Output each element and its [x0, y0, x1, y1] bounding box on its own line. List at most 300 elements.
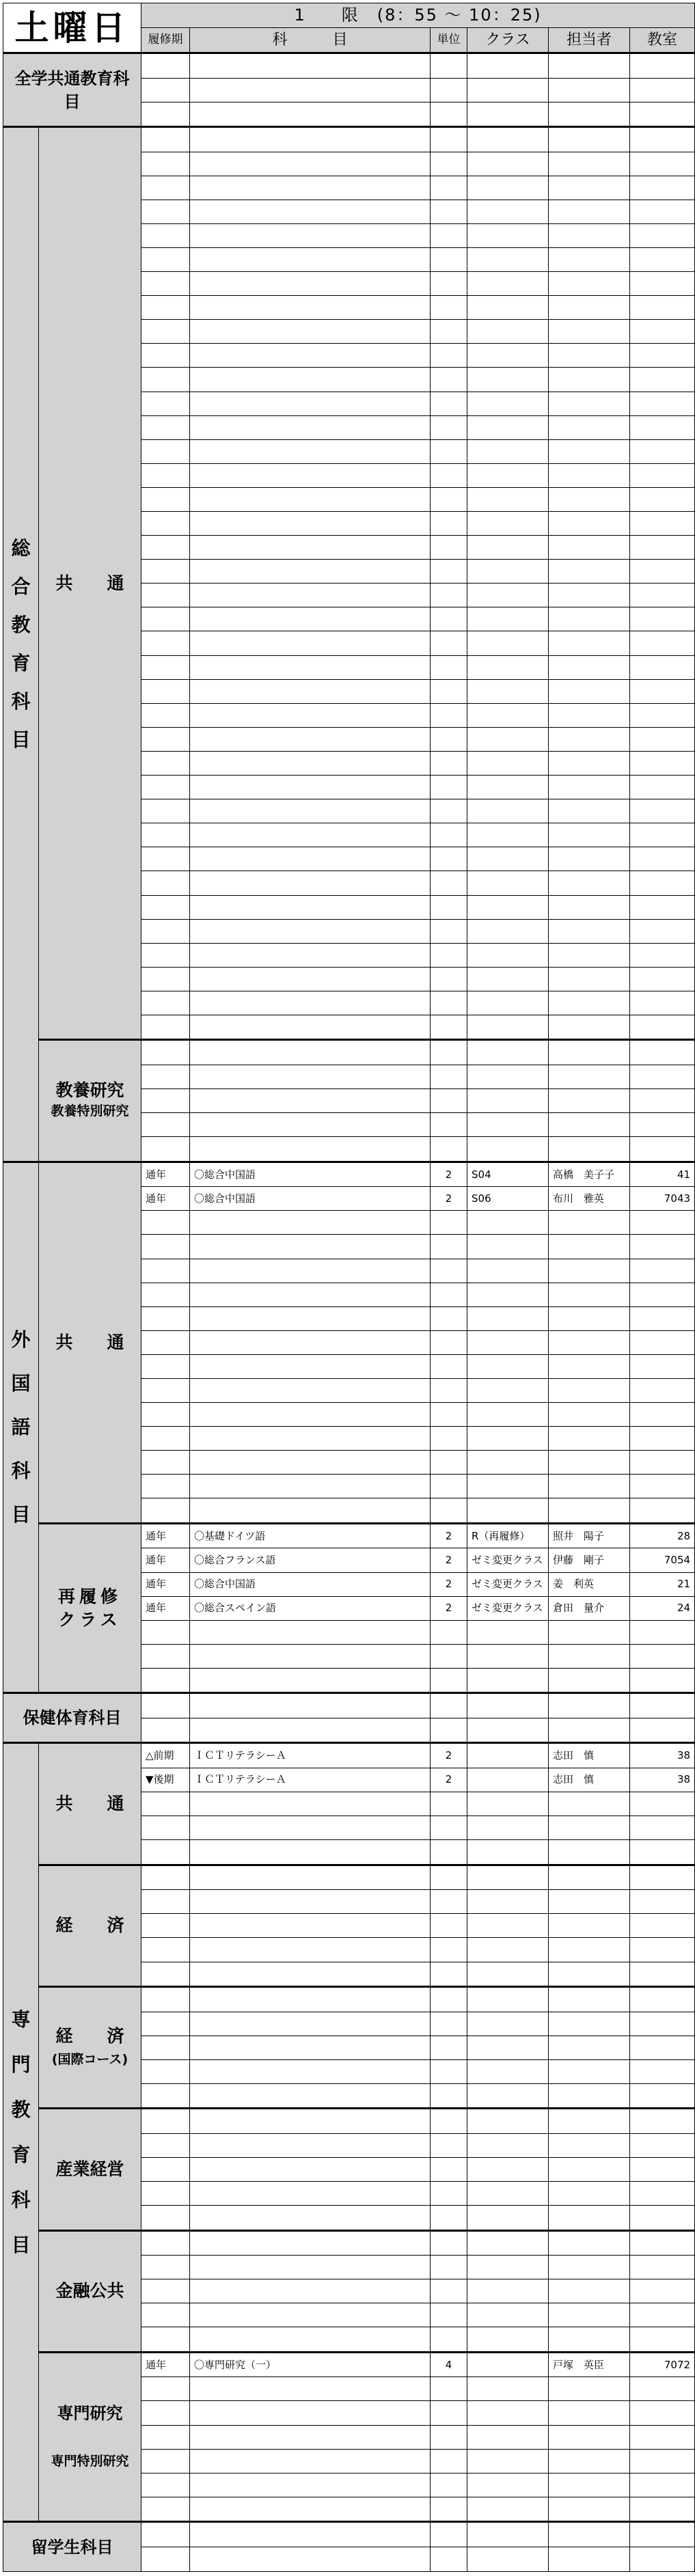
course-subject — [190, 247, 431, 271]
course-class — [467, 344, 549, 368]
course-class — [467, 1668, 549, 1693]
course-subject — [190, 871, 431, 895]
course-teacher — [549, 751, 630, 775]
course-subject — [190, 1283, 431, 1306]
course-term — [141, 727, 190, 751]
course-class — [467, 200, 549, 223]
course-teacher — [549, 560, 630, 584]
empty-row — [3, 1693, 695, 1718]
course-units — [431, 368, 467, 392]
course-units — [431, 1403, 467, 1427]
course-term — [141, 176, 190, 200]
course-teacher — [549, 2497, 630, 2522]
course-room — [630, 176, 695, 200]
course-room — [630, 895, 695, 919]
sub-economics: 経 済 — [39, 1865, 141, 1986]
course-term — [141, 1890, 190, 1914]
course-subject: 〇総合中国語 — [190, 1187, 431, 1211]
course-room — [630, 2256, 695, 2279]
course-teacher — [549, 368, 630, 392]
course-class — [467, 1211, 549, 1235]
course-teacher — [549, 463, 630, 487]
course-units: 4 — [431, 2352, 467, 2377]
course-subject: 〇総合スペイン語 — [190, 1596, 431, 1620]
course-room — [630, 1259, 695, 1283]
course-units — [431, 727, 467, 751]
course-units — [431, 536, 467, 560]
course-units — [431, 2497, 467, 2522]
course-teacher — [549, 1620, 630, 1644]
column-header-units: 単位 — [431, 27, 467, 53]
course-subject — [190, 1330, 431, 1354]
empty-row — [3, 127, 695, 152]
course-term — [141, 2133, 190, 2157]
course-units — [431, 751, 467, 775]
course-teacher — [549, 1306, 630, 1330]
course-room — [630, 679, 695, 703]
course-units: 2 — [431, 1523, 467, 1548]
course-units — [431, 1938, 467, 1962]
course-room — [630, 1403, 695, 1427]
course-class — [467, 799, 549, 823]
course-teacher — [549, 2133, 630, 2157]
course-room — [630, 560, 695, 584]
sub-kyoyo — [39, 1040, 141, 1162]
header-row — [3, 3, 695, 28]
course-term — [141, 1644, 190, 1668]
course-teacher: 高橋 美子子 — [549, 1162, 630, 1187]
course-units — [431, 2401, 467, 2425]
course-teacher — [549, 439, 630, 463]
course-subject — [190, 607, 431, 631]
course-class — [467, 1137, 549, 1162]
sub-spec-special-label: 専門特別研究 — [51, 2453, 129, 2469]
course-class — [467, 102, 549, 127]
course-subject — [190, 78, 431, 102]
course-class — [467, 1890, 549, 1914]
course-class — [467, 2230, 549, 2256]
course-term — [141, 2547, 190, 2571]
course-units — [431, 2522, 467, 2547]
course-teacher — [549, 943, 630, 967]
course-units — [431, 2256, 467, 2279]
course-subject — [190, 200, 431, 223]
course-term — [141, 799, 190, 823]
course-term — [141, 943, 190, 967]
course-units — [431, 1816, 467, 1840]
course-room: 7072 — [630, 2352, 695, 2377]
course-term — [141, 895, 190, 919]
course-room — [630, 703, 695, 727]
course-units — [431, 1137, 467, 1162]
course-units — [431, 223, 467, 247]
course-subject — [190, 631, 431, 655]
course-subject — [190, 152, 431, 176]
course-class — [467, 2522, 549, 2547]
course-term — [141, 1040, 190, 1065]
course-class — [467, 2157, 549, 2181]
course-subject — [190, 1475, 431, 1498]
course-subject — [190, 1065, 431, 1088]
course-room — [630, 1354, 695, 1378]
course-teacher — [549, 1235, 630, 1259]
course-teacher — [549, 1865, 630, 1890]
sub-common: 共 通 — [39, 127, 141, 1040]
course-teacher — [549, 1475, 630, 1498]
course-term — [141, 991, 190, 1015]
course-units — [431, 1890, 467, 1914]
course-teacher — [549, 607, 630, 631]
course-teacher: 照井 陽子 — [549, 1523, 630, 1548]
course-class — [467, 2279, 549, 2303]
course-term — [141, 1865, 190, 1890]
course-teacher — [549, 1693, 630, 1718]
course-teacher — [549, 2377, 630, 2401]
course-class — [467, 1259, 549, 1283]
course-teacher — [549, 1498, 630, 1524]
course-subject — [190, 2279, 431, 2303]
course-units — [431, 895, 467, 919]
column-header-teacher: 担当者 — [549, 27, 630, 53]
course-room — [630, 415, 695, 439]
course-teacher — [549, 200, 630, 223]
course-term — [141, 1113, 190, 1137]
course-term — [141, 78, 190, 102]
course-units — [431, 2133, 467, 2157]
course-room — [630, 1040, 695, 1065]
course-class: ゼミ変更クラス — [467, 1548, 549, 1572]
course-units — [431, 1962, 467, 1987]
course-class — [467, 1938, 549, 1962]
course-units — [431, 871, 467, 895]
course-subject — [190, 1235, 431, 1259]
course-units — [431, 2083, 467, 2109]
course-room — [630, 1306, 695, 1330]
empty-row — [3, 2522, 695, 2547]
course-units — [431, 1427, 467, 1451]
course-units — [431, 2157, 467, 2181]
course-teacher — [549, 1914, 630, 1938]
column-header-subject: 科 目 — [190, 27, 431, 53]
course-units — [431, 1379, 467, 1403]
empty-row — [3, 1040, 695, 1065]
course-term — [141, 1718, 190, 1743]
course-subject — [190, 776, 431, 799]
course-room — [630, 2449, 695, 2473]
course-room — [630, 943, 695, 967]
course-room — [630, 584, 695, 607]
course-room — [630, 2425, 695, 2449]
course-teacher — [549, 2109, 630, 2134]
course-subject — [190, 2036, 431, 2059]
course-class — [467, 1403, 549, 1427]
course-room — [630, 607, 695, 631]
course-subject — [190, 1840, 431, 1865]
category-health: 保健体育科目 — [3, 1693, 141, 1743]
course-units — [431, 2230, 467, 2256]
course-term — [141, 1427, 190, 1451]
course-class — [467, 776, 549, 799]
course-teacher — [549, 2083, 630, 2109]
course-room — [630, 2327, 695, 2353]
course-teacher — [549, 78, 630, 102]
course-class — [467, 1644, 549, 1668]
course-room — [630, 847, 695, 871]
course-term — [141, 584, 190, 607]
course-subject — [190, 679, 431, 703]
course-teacher — [549, 1065, 630, 1088]
course-class — [467, 1914, 549, 1938]
category-foreign — [3, 1162, 39, 1693]
course-subject — [190, 1938, 431, 1962]
course-subject — [190, 2083, 431, 2109]
course-teacher — [549, 871, 630, 895]
course-subject — [190, 1890, 431, 1914]
course-room: 41 — [630, 1162, 695, 1187]
course-class — [467, 1792, 549, 1816]
course-class — [467, 607, 549, 631]
course-term — [141, 512, 190, 536]
course-room — [630, 2473, 695, 2497]
course-room: 28 — [630, 1523, 695, 1548]
course-term — [141, 919, 190, 943]
course-room — [630, 102, 695, 127]
course-subject — [190, 1914, 431, 1938]
course-subject — [190, 1379, 431, 1403]
course-units — [431, 1451, 467, 1475]
course-class — [467, 415, 549, 439]
course-class — [467, 871, 549, 895]
sub-retake-label: 再履修クラス — [57, 1586, 122, 1630]
course-teacher — [549, 1644, 630, 1668]
course-teacher — [549, 2157, 630, 2181]
course-class — [467, 2425, 549, 2449]
course-units — [431, 102, 467, 127]
course-class — [467, 2012, 549, 2036]
course-units — [431, 78, 467, 102]
course-class — [467, 1475, 549, 1498]
course-term — [141, 392, 190, 415]
course-class — [467, 463, 549, 487]
course-teacher — [549, 2256, 630, 2279]
course-class — [467, 487, 549, 511]
course-room — [630, 1620, 695, 1644]
course-units — [431, 607, 467, 631]
course-class — [467, 1113, 549, 1137]
course-room — [630, 1283, 695, 1306]
course-term — [141, 776, 190, 799]
course-room — [630, 1379, 695, 1403]
course-term — [141, 1306, 190, 1330]
course-teacher — [549, 1113, 630, 1137]
course-units — [431, 1015, 467, 1040]
sub-economics-intl-1: 経 済 — [55, 2025, 124, 2046]
course-subject — [190, 2473, 431, 2497]
course-class — [467, 631, 549, 655]
course-units — [431, 1914, 467, 1938]
category-comprehensive — [3, 127, 39, 1162]
course-term — [141, 320, 190, 344]
course-room — [630, 2303, 695, 2327]
course-subject — [190, 2425, 431, 2449]
course-class — [467, 320, 549, 344]
course-units — [431, 919, 467, 943]
sub-kyoyo-special: 教養特別研究 — [51, 1104, 129, 1119]
course-term: 通年 — [141, 1572, 190, 1596]
sub-economics-intl — [39, 1987, 141, 2109]
course-term — [141, 1693, 190, 1718]
course-teacher — [549, 344, 630, 368]
course-term — [141, 1962, 190, 1987]
course-units — [431, 463, 467, 487]
course-teacher — [549, 2401, 630, 2425]
course-term: 通年 — [141, 1187, 190, 1211]
course-subject — [190, 2547, 431, 2571]
course-class — [467, 2133, 549, 2157]
course-units — [431, 1330, 467, 1354]
course-term — [141, 607, 190, 631]
course-room — [630, 1089, 695, 1113]
course-units — [431, 679, 467, 703]
course-term: 通年 — [141, 1523, 190, 1548]
course-teacher — [549, 247, 630, 271]
course-teacher — [549, 1330, 630, 1354]
course-subject — [190, 2522, 431, 2547]
course-class — [467, 152, 549, 176]
course-units — [431, 2327, 467, 2353]
course-room — [630, 200, 695, 223]
course-subject — [190, 1113, 431, 1137]
course-room — [630, 512, 695, 536]
course-room: 7054 — [630, 1548, 695, 1572]
course-class — [467, 223, 549, 247]
course-units — [431, 1668, 467, 1693]
course-units: 2 — [431, 1743, 467, 1768]
course-teacher — [549, 2473, 630, 2497]
course-term — [141, 127, 190, 152]
course-room — [630, 368, 695, 392]
course-room — [630, 1015, 695, 1040]
course-class — [467, 1306, 549, 1330]
course-teacher — [549, 1890, 630, 1914]
course-room — [630, 296, 695, 320]
course-room — [630, 2181, 695, 2205]
course-term — [141, 223, 190, 247]
category-specialized — [3, 1743, 39, 2522]
course-subject — [190, 1498, 431, 1524]
course-class — [467, 1015, 549, 1040]
course-subject — [190, 368, 431, 392]
course-class — [467, 967, 549, 991]
course-class — [467, 1962, 549, 1987]
course-room — [630, 439, 695, 463]
course-subject — [190, 53, 431, 79]
course-teacher — [549, 919, 630, 943]
course-term — [141, 1498, 190, 1524]
course-room — [630, 487, 695, 511]
course-room — [630, 247, 695, 271]
course-subject — [190, 1089, 431, 1113]
course-room — [630, 1330, 695, 1354]
course-teacher — [549, 2230, 630, 2256]
sub-spec-research — [39, 2352, 141, 2521]
course-term: 通年 — [141, 1596, 190, 1620]
course-class — [467, 679, 549, 703]
course-units — [431, 2449, 467, 2473]
empty-row — [3, 53, 695, 79]
course-class — [467, 1865, 549, 1890]
course-term — [141, 2497, 190, 2522]
course-room — [630, 2036, 695, 2059]
course-units — [431, 1644, 467, 1668]
course-class — [467, 536, 549, 560]
course-subject — [190, 320, 431, 344]
course-class — [467, 2473, 549, 2497]
course-room — [630, 1235, 695, 1259]
course-room — [630, 776, 695, 799]
course-term — [141, 1668, 190, 1693]
course-subject — [190, 2059, 431, 2083]
course-room — [630, 223, 695, 247]
course-class — [467, 2083, 549, 2109]
course-teacher — [549, 102, 630, 127]
course-class — [467, 2181, 549, 2205]
course-class — [467, 127, 549, 152]
course-teacher — [549, 1987, 630, 2012]
sub-finance: 金融公共 — [39, 2230, 141, 2352]
course-teacher — [549, 1259, 630, 1283]
course-units — [431, 823, 467, 847]
course-term — [141, 1379, 190, 1403]
course-room — [630, 1137, 695, 1162]
course-subject — [190, 1693, 431, 1718]
course-term — [141, 247, 190, 271]
course-teacher — [549, 895, 630, 919]
table-row — [3, 1162, 695, 1187]
course-class — [467, 2206, 549, 2231]
course-teacher — [549, 799, 630, 823]
course-class — [467, 584, 549, 607]
course-subject: ＩＣＴリテラシーＡ — [190, 1768, 431, 1792]
course-class — [467, 1354, 549, 1378]
course-subject — [190, 2256, 431, 2279]
course-units — [431, 991, 467, 1015]
course-class — [467, 2352, 549, 2377]
course-teacher — [549, 1792, 630, 1816]
course-subject — [190, 991, 431, 1015]
course-class — [467, 1718, 549, 1743]
course-teacher — [549, 2012, 630, 2036]
category-specialized-label: 専門教育科目 — [11, 2008, 31, 2256]
course-term — [141, 1137, 190, 1162]
course-subject — [190, 2327, 431, 2353]
course-room — [630, 2012, 695, 2036]
column-header-term: 履修期 — [141, 27, 190, 53]
course-room: 24 — [630, 1596, 695, 1620]
course-class — [467, 751, 549, 775]
course-subject: 〇専門研究（一） — [190, 2352, 431, 2377]
course-units — [431, 776, 467, 799]
course-term — [141, 1620, 190, 1644]
course-room — [630, 1865, 695, 1890]
course-class — [467, 1498, 549, 1524]
course-units — [431, 1987, 467, 2012]
course-class — [467, 560, 549, 584]
course-teacher — [549, 152, 630, 176]
course-units — [431, 1865, 467, 1890]
course-teacher — [549, 512, 630, 536]
course-units — [431, 1306, 467, 1330]
